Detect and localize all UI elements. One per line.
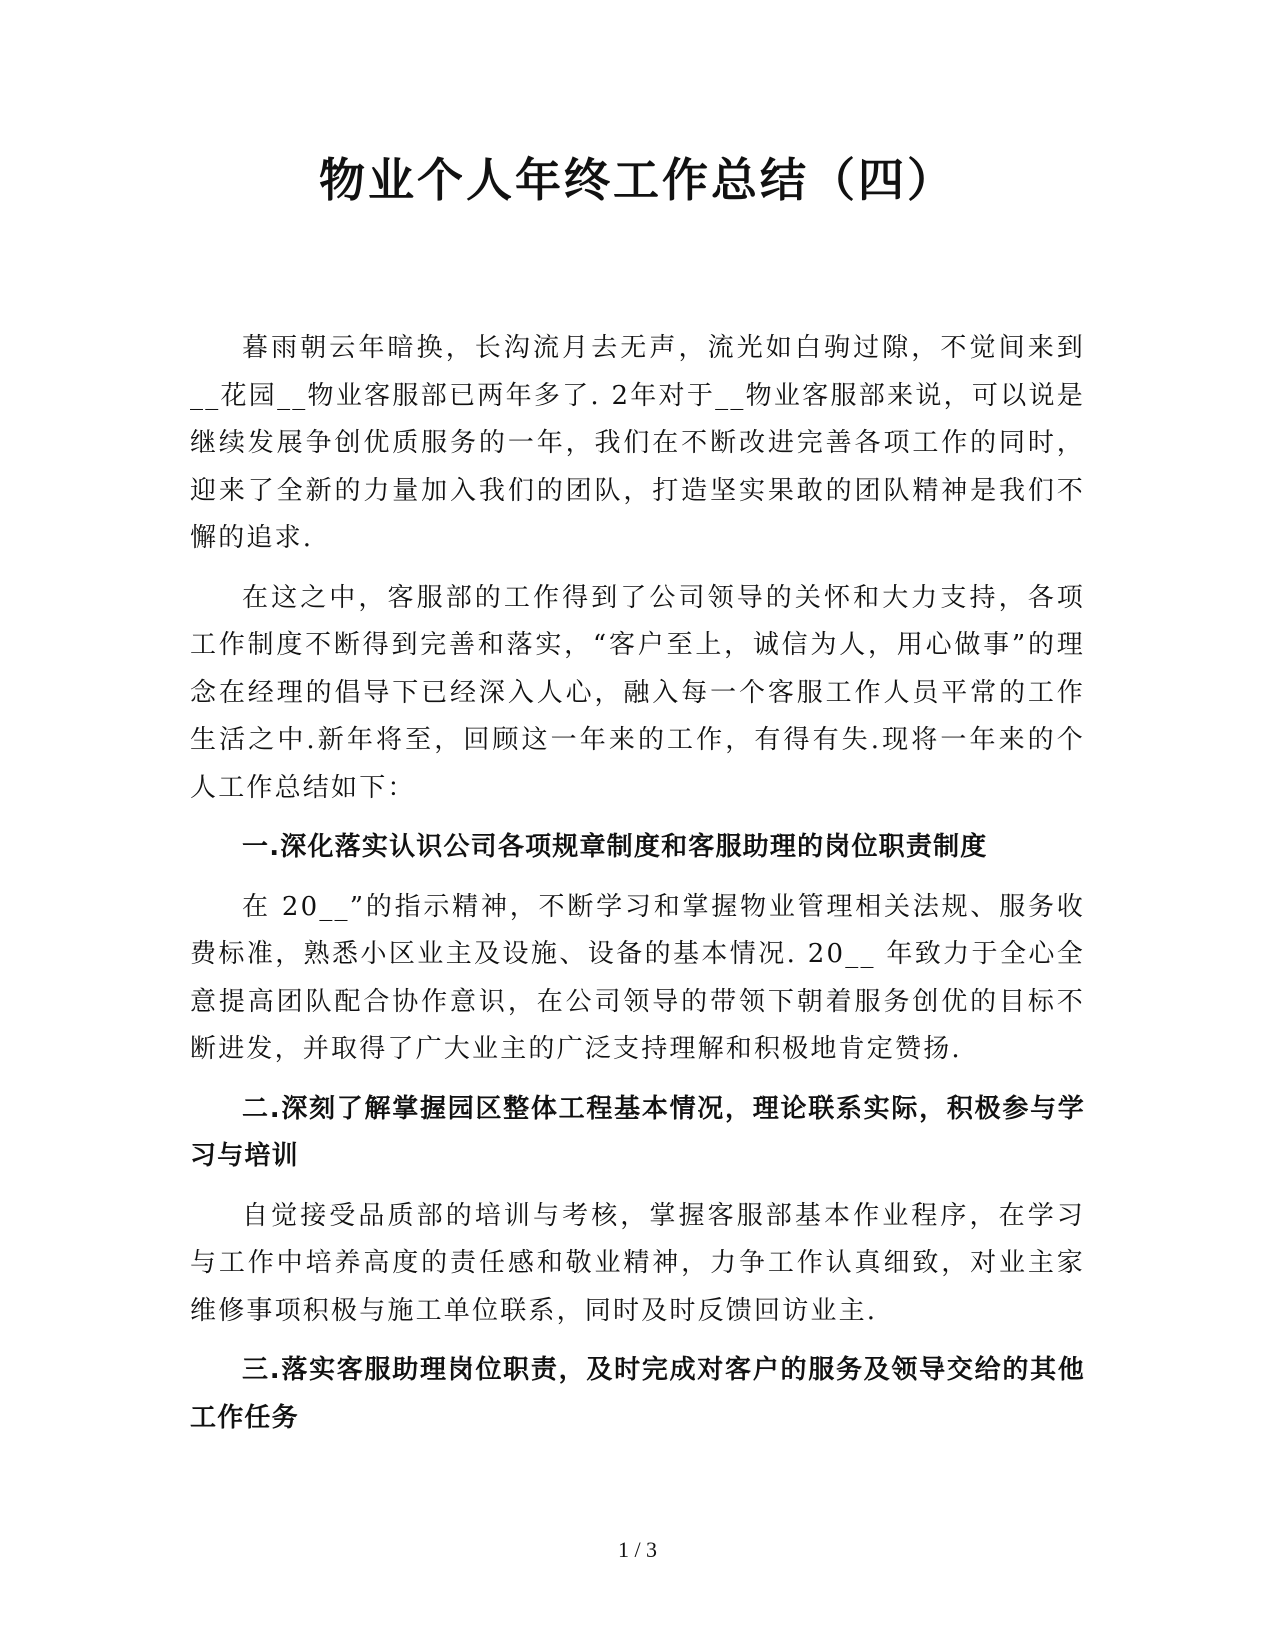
- section-heading: 二.深刻了解掌握园区整体工程基本情况，理论联系实际，积极参与学习与培训: [190, 1093, 1085, 1171]
- section-heading: 三.落实客服助理岗位职责，及时完成对客户的服务及领导交给的其他工作任务: [190, 1355, 1085, 1433]
- body-paragraph: 在 20__”的指示精神，不断学习和掌握物业管理相关法规、服务收费标准，熟悉小区业主及设施、设备的基本情况. 20__ 年致力于全心全意提高团队配合协作意识，在公司领导的带领下朝着服务创优的目标不断进发，并取得了广大业主的广泛支持理解和积极地肯定赞扬.: [190, 891, 1085, 1064]
- body-paragraph: 自觉接受品质部的培训与考核，掌握客服部基本作业程序，在学习与工作中培养高度的责任感和敬业精神，力争工作认真细致，对业主家维修事项积极与施工单位联系，同时及时反馈回访业主.: [190, 1200, 1085, 1326]
- body-paragraph: 在这之中，客服部的工作得到了公司领导的关怀和大力支持，各项工作制度不断得到完善和落实，“客户至上，诚信为人，用心做事”的理念在经理的倡导下已经深入人心，融入每一个客服工作人员平常的工作生活之中.新年将至，回顾这一年来的工作，有得有失.现将一年来的个人工作总结如下：: [190, 582, 1085, 803]
- body-paragraph: 暮雨朝云年暗换，长沟流月去无声，流光如白驹过隙，不觉间来到__花园__物业客服部已两年多了. 2年对于__物业客服部来说，可以说是继续发展争创优质服务的一年，我们在不断改进完善各项工作的同时，迎来了全新的力量加入我们的团队，打造坚实果敢的团队精神是我们不懈的追求.: [190, 333, 1085, 553]
- document-title: 物业个人年终工作总结（四）: [319, 153, 956, 207]
- document-body: [190, 325, 1085, 1454]
- section-heading: 一.深化落实认识公司各项规章制度和客服助理的岗位职责制度: [242, 832, 988, 862]
- page-number: 1 / 3: [617, 1537, 658, 1562]
